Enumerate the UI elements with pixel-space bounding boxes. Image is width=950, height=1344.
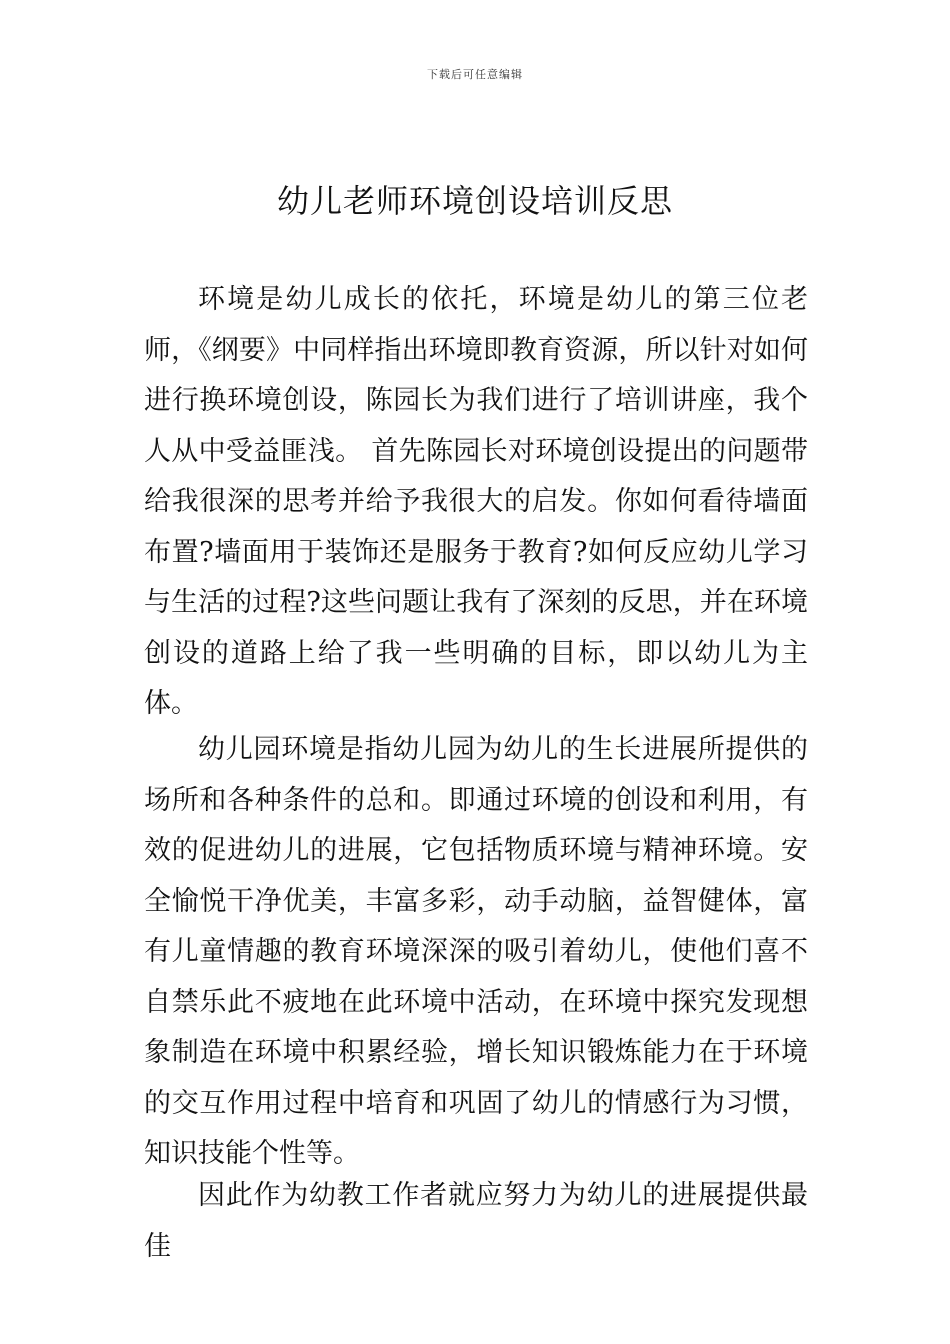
paragraph-3: 因此作为幼教工作者就应努力为幼儿的进展提供最佳: [144, 1180, 808, 1262]
document-title: 幼儿老师环境创设培训反思: [276, 182, 673, 220]
paragraph-2: 幼儿园环境是指幼儿园为幼儿的生长进展所提供的场所和各种条件的总和。即通过环境的创设和利用，有效的促进幼儿的进展，它包括物质环境与精神环境。安全愉悦干净优美，丰富多彩，动手动脑，益智健体，富有儿童情趣的教育环境深深的吸引着幼儿，使他们喜不自禁乐此不疲地在此环境中活动，在环境中探究发现想象制造在环境中积累经验，增长知识锻炼能力在于环境的交互作用过程中培育和巩固了幼儿的情感行为习惯，知识技能个性等。: [144, 734, 808, 1169]
header-note: 下载后可任意编辑: [427, 68, 523, 81]
paragraph-1: 环境是幼儿成长的依托，环境是幼儿的第三位老师，《纲要》中同样指出环境即教育资源，所以针对如何进行换环境创设，陈园长为我们进行了培训讲座，我个人从中受益匪浅。 首先陈园长对环境创设提出的问题带给我很深的思考并给予我很大的启发。你如何看待墙面布置?墙面用于装饰还是服务于教育?如何反应幼儿学习与生活的过程?这些问题让我有了深刻的反思，并在环境创设的道路上给了我一些明确的目标，即以幼儿为主体。: [144, 284, 808, 719]
